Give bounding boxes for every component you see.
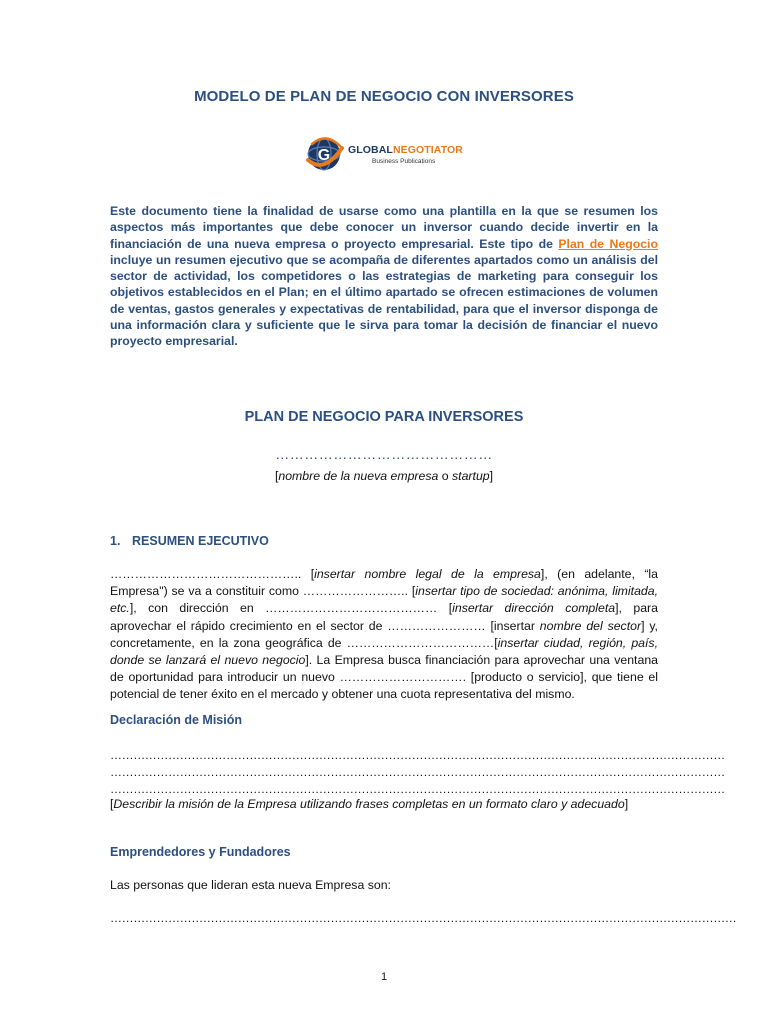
mision-blank-line: …………………………………………………………………………………………………………………………………………… (110, 765, 725, 779)
global-negotiator-logo (304, 134, 468, 174)
intro-paragraph: Este documento tiene la finalidad de usarse como una plantilla en la que se resumen los aspectos más importantes que debe conocer un inversor cuando decide invertir en la financiación de una nueva empresa o proyecto empresarial. Este tipo de Plan de Negocio incluye un resumen ejecutivo que se acompaña de diferentes apartados como un análisis del sector de actividad, los competidores o las estrategias de marketing para conseguir los objetivos establecidos en el Plan; en el último apartado se ofrecen estimaciones de volumen de ventas, gastos generales y expectativas de rentabilidad, para que el inversor disponga de una información clara y suficiente que le sirva para tomar la decisión de financiar el nuevo proyecto empresarial. (110, 204, 658, 349)
mision-hint: [Describir la misión de la Empresa utilizando frases completas en un formato claro y adecuado] (110, 797, 629, 811)
globe-logo-icon (304, 134, 344, 174)
document-subtitle: PLAN DE NEGOCIO PARA INVERSORES (244, 409, 524, 425)
section-heading-resumen: 1. RESUMEN EJECUTIVO (110, 534, 269, 548)
fundadores-blank-line: ……………………………………………………………………………………………………………………………………………… (110, 911, 737, 925)
company-name-blank: ……………………………………… (275, 446, 493, 462)
resumen-paragraph: ……………………………………….. [insertar nombre legal de la empresa], (en adelante, “la Empresa") se va a constituir como …………………….. [insertar tipo de sociedad: anónima, limitada, etc.], con dirección en …………………………………… [insertar dirección completa], para aprovechar el rápido crecimiento en el sector de …………………… [insertar nombre del sector] y, concretamente, en la zona geográfica de ………………………………[insertar ciudad, región, país, donde se lanzará el nuevo negocio]. La Empresa busca financiación para aprovechar una ventana de oportunidad para introducir un nuevo …………………………. [producto o servicio], que tiene el potencial de tener éxito en el mercado y obtener una cuota representativa del mismo. (110, 567, 659, 702)
logo-tagline: Business Publications (372, 158, 436, 165)
company-name-hint: [nombre de la nueva empresa o startup] (274, 469, 494, 483)
fundadores-text: Las personas que lideran esta nueva Empresa son: (110, 878, 391, 892)
section-heading-mision: Declaración de Misión (110, 713, 242, 727)
svg-text:G: G (317, 147, 331, 164)
logo-brand-text: GLOBALNEGOTIATOR (348, 144, 463, 156)
plan-de-negocio-link[interactable]: Plan de Negocio (558, 236, 658, 251)
mision-blank-line: …………………………………………………………………………………………………………………………………………… (110, 748, 725, 762)
section-heading-fundadores: Emprendedores y Fundadores (110, 845, 291, 859)
page-number: 1 (380, 971, 388, 983)
document-title: MODELO DE PLAN DE NEGOCIO CON INVERSORES (194, 88, 574, 105)
mision-blank-line: …………………………………………………………………………………………………………………………………………… (110, 782, 725, 796)
